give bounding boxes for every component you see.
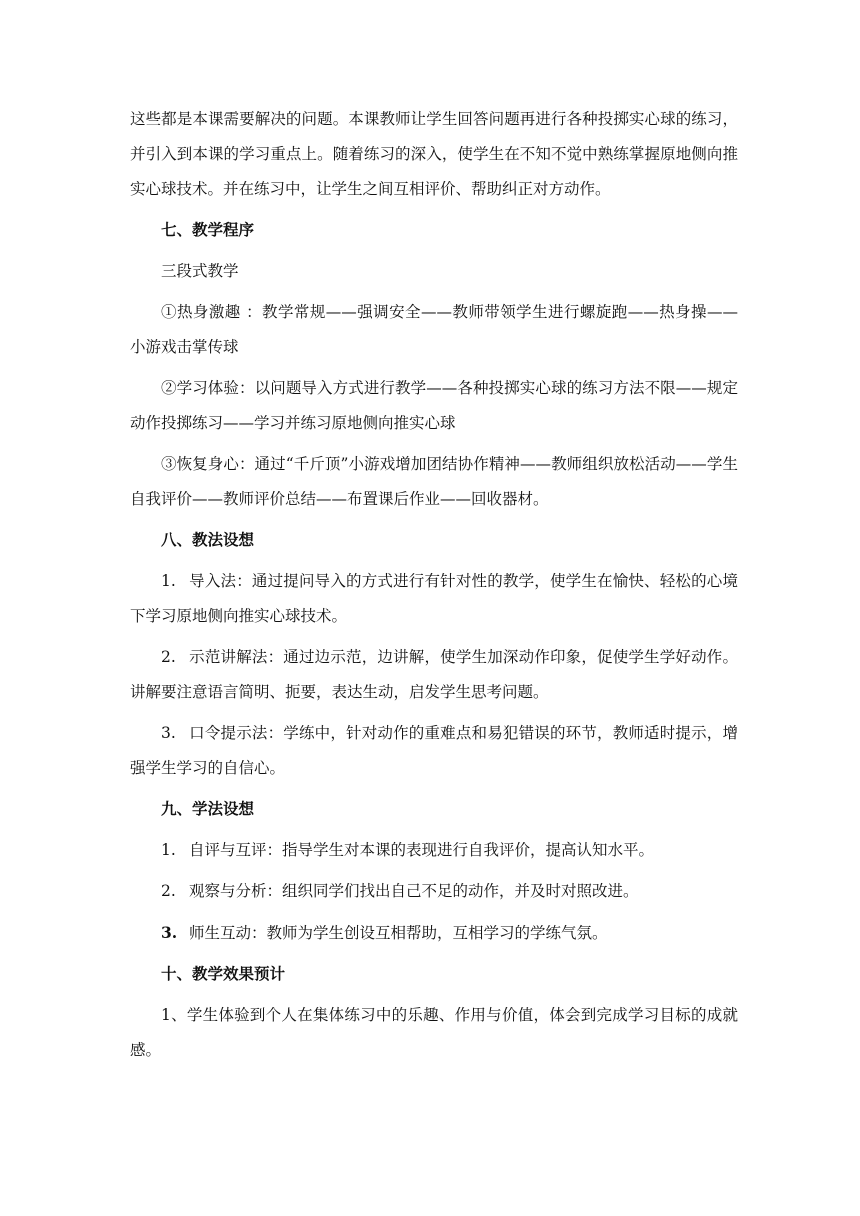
list-number: 2. xyxy=(161,882,176,900)
section-7-subtitle: 三段式教学 xyxy=(161,262,239,280)
section-8-heading: 八、教法设想 xyxy=(161,531,255,549)
section-8-item-1 xyxy=(130,564,738,634)
list-number: 1. xyxy=(161,841,176,859)
intro-paragraph: 这些都是本课需要解决的问题。本课教师让学生回答问题再进行各种投掷实心球的练习，并引入到本课的学习重点上。随着练习的深入，使学生在不知不觉中熟练掌握原地侧向推实心球技术。并在练习中，让学生之间互相评价、帮助纠正对方动作。 xyxy=(130,110,738,198)
list-number: 2. xyxy=(161,648,176,666)
section-9-item-2 xyxy=(130,874,738,909)
section-10-item-1: 1、学生体验到个人在集体练习中的乐趣、作用与价值，体会到完成学习目标的成就感。 xyxy=(130,1006,738,1059)
list-item-text: 观察与分析：组织同学们找出自己不足的动作，并及时对照改进。 xyxy=(189,882,639,900)
list-number: 3. xyxy=(161,923,178,942)
section-8-item-3 xyxy=(130,716,738,786)
list-number: 1. xyxy=(161,572,176,590)
section-8-item-2 xyxy=(130,640,738,710)
section-9-item-3 xyxy=(130,915,738,951)
list-item-text: 师生互动：教师为学生创设互相帮助，互相学习的学练气氛。 xyxy=(189,924,608,942)
section-7-step-2: ②学习体验：以问题导入方式进行教学——各种投掷实心球的练习方法不限——规定动作投掷练习——学习并练习原地侧向推实心球 xyxy=(130,379,738,432)
section-7-step-3: ③恢复身心：通过“千斤顶”小游戏增加团结协作精神——教师组织放松活动——学生自我评价——教师评价总结——布置课后作业——回收器材。 xyxy=(130,455,738,508)
list-item-text: 自评与互评：指导学生对本课的表现进行自我评价，提高认知水平。 xyxy=(189,841,655,859)
section-9-heading: 九、学法设想 xyxy=(161,800,255,818)
list-item-text: 导入法：通过提问导入的方式进行有针对性的教学，使学生在愉快、轻松的心境下学习原地侧向推实心球技术。 xyxy=(130,572,738,625)
section-7-heading: 七、教学程序 xyxy=(161,221,255,239)
section-10-heading: 十、教学效果预计 xyxy=(161,965,286,983)
section-9-item-1 xyxy=(130,833,738,868)
list-number: 3. xyxy=(161,724,176,742)
list-item-text: 示范讲解法：通过边示范，边讲解，使学生加深动作印象，促使学生学好动作。讲解要注意语言简明、扼要，表达生动，启发学生思考问题。 xyxy=(130,648,738,701)
section-7-step-1: ①热身激趣 ：教学常规——强调安全——教师带领学生进行螺旋跑——热身操——小游戏击掌传球 xyxy=(130,303,738,356)
list-item-text: 口令提示法：学练中，针对动作的重难点和易犯错误的环节，教师适时提示，增强学生学习的自信心。 xyxy=(130,724,738,777)
